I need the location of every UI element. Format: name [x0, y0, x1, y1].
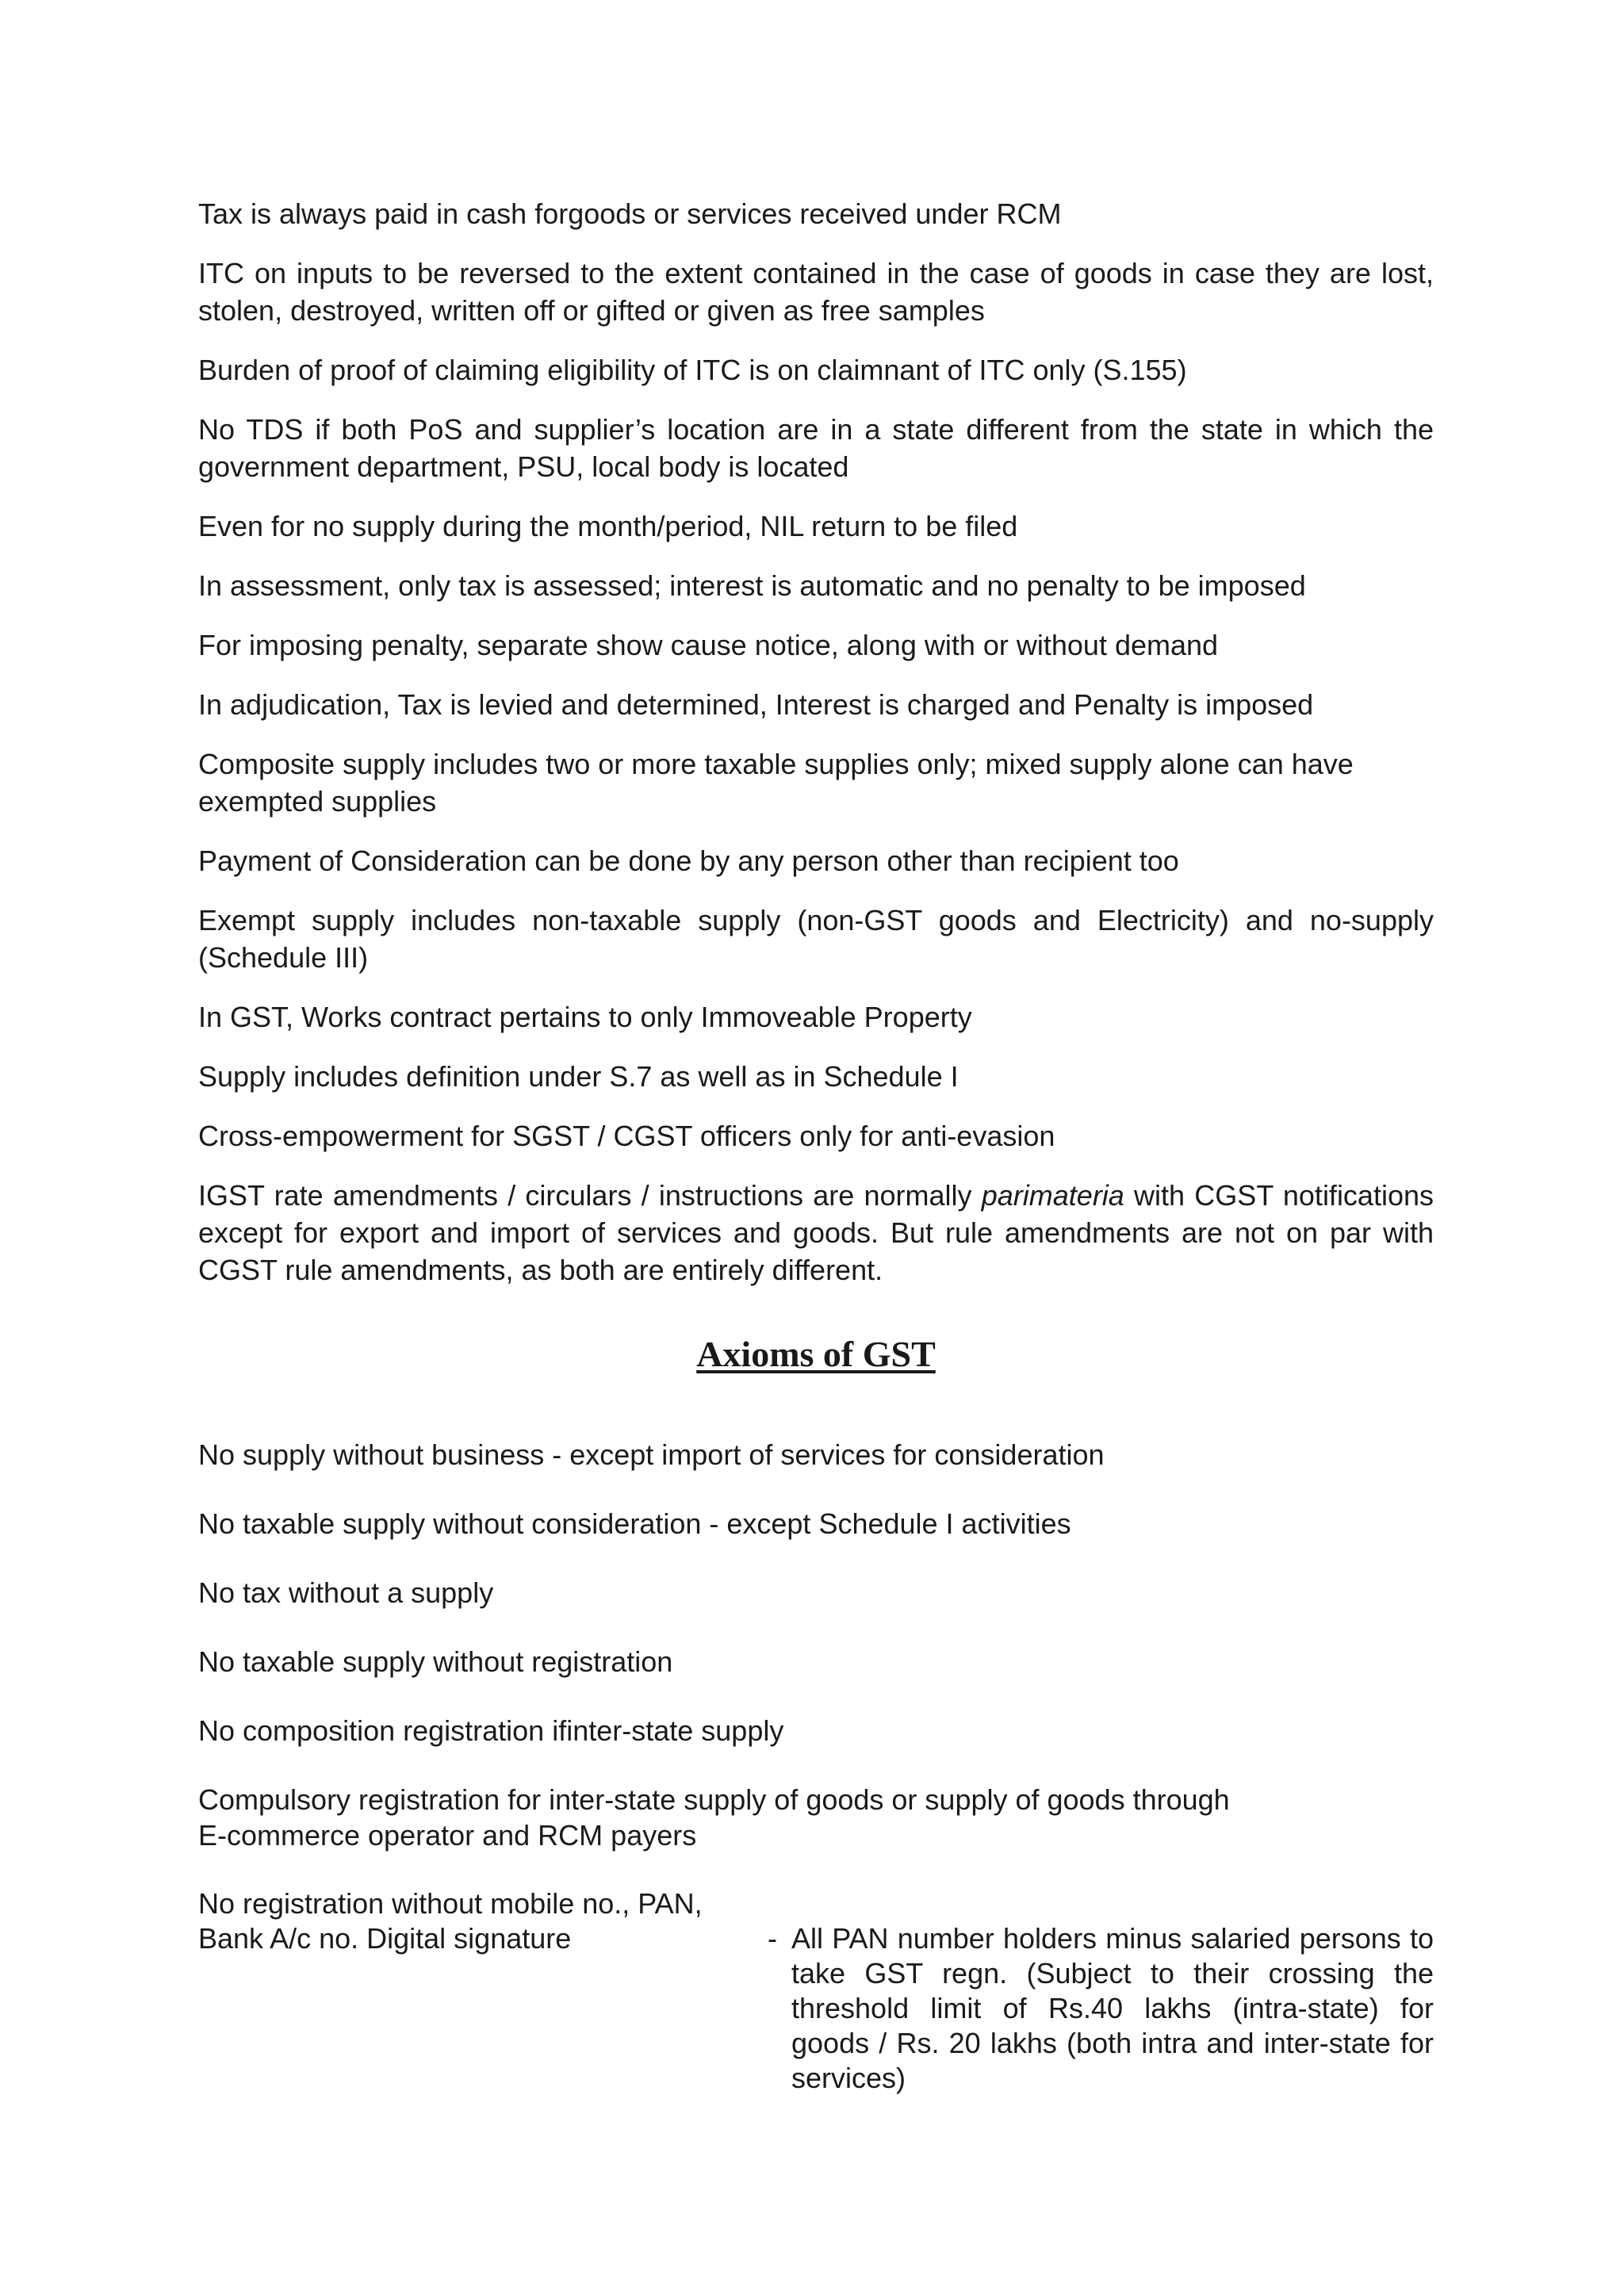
igst-text-after: with CGST notifications except for export and import of services and goods. But rule amendments are not on par with CGST rule amendments, as both are entirely different.	[198, 1179, 1434, 1286]
paragraph-works-contract: In GST, Works contract pertains to only Immoveable Property	[198, 1001, 972, 1033]
paragraph-assessment: In assessment, only tax is assessed; interest is automatic and no penalty to be imposed	[198, 569, 1306, 602]
paragraph-nil-return: Even for no supply during the month/period, NIL return to be filed	[198, 510, 1018, 542]
paragraph-rcm-cash: Tax is always paid in cash forgoods or services received under RCM	[198, 197, 1062, 230]
paragraph-composite-supply: Composite supply includes two or more taxable supplies only; mixed supply alone can have exempted supplies	[198, 748, 1354, 818]
compulsory-line-1: Compulsory registration for inter-state supply of goods or supply of goods through	[198, 1783, 1230, 1816]
axiom-registration-requirements	[198, 1886, 1434, 2094]
axiom-item: No tax without a supply	[198, 1576, 494, 1609]
paragraph-exempt-supply: Exempt supply includes non-taxable supply (non-GST goods and Electricity) and no-supply (Schedule III)	[198, 904, 1434, 974]
notes-section	[198, 195, 1434, 1289]
registration-left-line-1: No registration without mobile no., PAN,	[198, 1887, 703, 1920]
registration-left-line-2: Bank A/c no. Digital signature	[198, 1922, 572, 1955]
paragraph-no-tds: No TDS if both PoS and supplier’s location are in a state different from the state in which the government department, PSU, local body is located	[198, 413, 1434, 483]
axiom-item: No taxable supply without registration	[198, 1645, 673, 1678]
axiom-item: No composition registration ifinter-state supply	[198, 1714, 784, 1747]
igst-text-before: IGST rate amendments / circulars / instructions are normally	[198, 1179, 982, 1212]
paragraph-supply-definition: Supply includes definition under S.7 as well as in Schedule I	[198, 1060, 959, 1093]
igst-text-italic: parimateria	[981, 1179, 1124, 1212]
paragraph-burden-of-proof: Burden of proof of claiming eligibility of ITC is on claimnant of ITC only (S.155)	[198, 354, 1187, 386]
dash-separator: -	[768, 1922, 777, 1955]
paragraph-cross-empowerment: Cross-empowerment for SGST / CGST officers only for anti-evasion	[198, 1120, 1055, 1152]
axiom-compulsory-registration	[198, 1782, 1434, 1853]
axiom-item: No taxable supply without consideration - except Schedule I activities	[198, 1507, 1071, 1540]
document-page	[198, 195, 1434, 2094]
registration-requirements-left	[198, 1886, 753, 1956]
paragraph-adjudication: In adjudication, Tax is levied and determined, Interest is charged and Penalty is imposed	[198, 688, 1314, 721]
registration-requirements-right	[768, 1921, 1434, 2096]
paragraph-penalty-notice: For imposing penalty, separate show cause notice, along with or without demand	[198, 629, 1219, 661]
axiom-item: No supply without business - except import of services for consideration	[198, 1438, 1105, 1471]
section-heading-axioms: Axioms of GST	[696, 1334, 936, 1374]
paragraph-consideration-payment: Payment of Consideration can be done by any person other than recipient too	[198, 844, 1179, 877]
registration-right-text: All PAN number holders minus salaried persons to take GST regn. (Subject to their crossing the threshold limit of Rs.40 lakhs (intra-state) for goods / Rs. 20 lakhs (both intra and inter-state for services)	[791, 1922, 1434, 2094]
paragraph-itc-reversal: ITC on inputs to be reversed to the extent contained in the case of goods in case they are lost, stolen, destroyed, written off or gifted or given as free samples	[198, 257, 1434, 327]
axioms-list	[198, 1437, 1434, 2094]
paragraph-igst-amendments	[198, 1177, 1434, 1289]
compulsory-line-2: E-commerce operator and RCM payers	[198, 1819, 697, 1852]
